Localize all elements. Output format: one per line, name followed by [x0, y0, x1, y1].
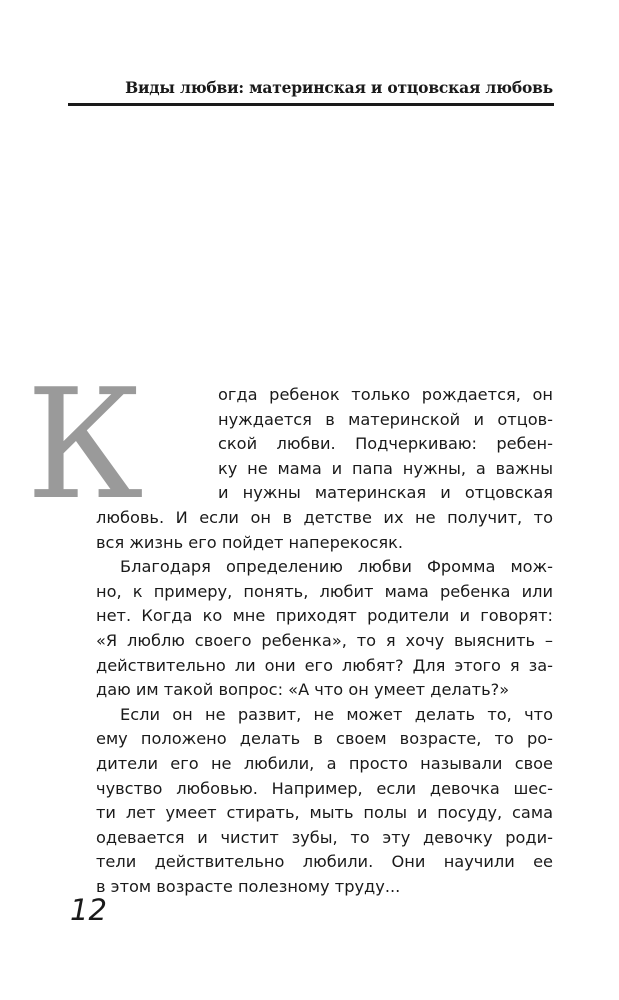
text-line: вся жизнь его пойдет наперекосяк. [96, 532, 404, 552]
body-text [96, 383, 553, 899]
text-line: Если он не развит, не может делать то, что [120, 704, 553, 724]
text-line: огда ребенок только рождается, он [218, 385, 553, 404]
text-line: чувство любовью. Например, если девочка шес- [96, 778, 553, 798]
text-line: дители его не любили, а просто называли свое [96, 753, 553, 773]
text-line: и нужны материнская и отцовская [218, 483, 553, 503]
text-line: нуждается в материнской и отцов- [218, 409, 553, 429]
text-line: ти лет умеет стирать, мыть полы и посуду, сама [96, 803, 553, 823]
text-line: ской любви. Подчеркиваю: ребен- [218, 434, 553, 454]
text-line: одевается и чистит зубы, то эту девочку роди- [96, 827, 553, 847]
text-line: но, к примеру, понять, любит мама ребенка или [96, 581, 553, 601]
running-head-title: Виды любви: материнская и отцовская любовь [125, 78, 553, 97]
text-line: тели действительно любили. Они научили ее [96, 852, 553, 872]
text-line: ку не мама и папа нужны, а важны [218, 458, 553, 478]
text-line: любовь. И если он в детстве их не получит, то [96, 507, 553, 527]
text-line: действительно ли они его любят? Для этого я за- [96, 655, 553, 675]
text-line: в этом возрасте полезному труду... [96, 876, 401, 896]
text-line: «Я люблю своего ребенка», то я хочу выяснить – [96, 630, 553, 650]
text-line: даю им такой вопрос: «А что он умеет делать?» [96, 680, 510, 700]
text-line: нет. Когда ко мне приходят родители и говорят: [96, 606, 553, 626]
header-rule [68, 103, 554, 106]
text-line: Благодаря определению любви Фромма мож- [120, 557, 553, 577]
drop-cap-letter: К [26, 356, 144, 533]
page-number: 12 [70, 893, 107, 927]
text-line: ему положено делать в своем возрасте, то ро- [96, 729, 553, 749]
